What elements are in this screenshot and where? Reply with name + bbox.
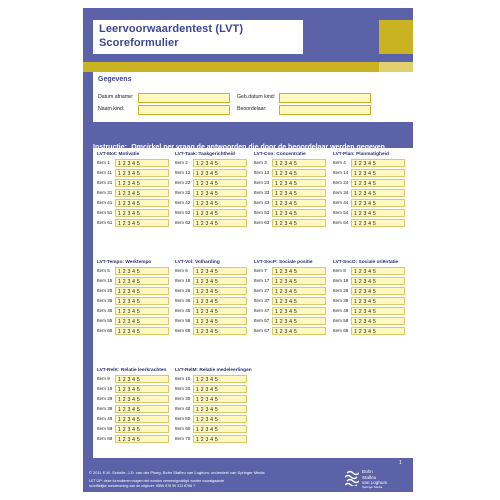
item-row — [97, 209, 175, 219]
score-options[interactable]: 1 2 3 4 5 — [272, 287, 326, 295]
item-label: Item 28 — [333, 288, 349, 293]
score-options[interactable]: 1 2 3 4 5 — [115, 189, 169, 197]
item-row — [175, 405, 253, 415]
item-row — [97, 297, 175, 307]
item-row — [175, 287, 253, 297]
score-options[interactable]: 1 2 3 4 5 — [272, 209, 326, 217]
score-options[interactable]: 1 2 3 4 5 — [351, 219, 405, 227]
item-label: Item 36 — [175, 298, 191, 303]
score-options[interactable]: 1 2 3 4 5 — [115, 267, 169, 275]
publisher-parent: Springer Media — [362, 485, 383, 489]
legal-line-1: LET OP: deze formulieren mogen niet worden vermenigvuldigd zonder voorafgaande — [89, 479, 225, 483]
legal-line-2: schriftelijke toestemming van de uitgever. ISBN 978 90 313 8768 7 — [89, 484, 196, 488]
item-label: Item 52 — [175, 210, 191, 215]
publisher-logo — [345, 468, 409, 490]
geb-datum-kind-field[interactable] — [279, 93, 371, 103]
section-title: LVT-Con: Concentratie — [254, 152, 306, 157]
item-row — [333, 159, 411, 169]
score-options[interactable]: 1 2 3 4 5 — [115, 307, 169, 315]
item-row — [254, 317, 332, 327]
item-label: Item 59 — [97, 426, 113, 431]
item-label: Item 67 — [254, 328, 270, 333]
section-title: LVT-Tempo: Werktempo — [97, 260, 152, 265]
legal-notice — [89, 479, 224, 489]
item-label: Item 53 — [254, 210, 270, 215]
item-label: Item 18 — [333, 278, 349, 283]
item-label: Item 16 — [175, 278, 191, 283]
item-label: Item 14 — [333, 170, 349, 175]
section-title: LVT-Vol: Volharding — [175, 260, 220, 265]
item-row — [97, 287, 175, 297]
item-label: Item 2 — [175, 160, 188, 165]
copyright-text: © 2011 E.M. Scholte, J.D. van der Ploeg, Bohn Stafleu van Loghum, onderdeel van Springer Media — [89, 470, 265, 475]
score-options[interactable]: 1 2 3 4 5 — [272, 189, 326, 197]
score-section — [254, 259, 332, 337]
title-box — [93, 20, 303, 54]
score-options[interactable]: 1 2 3 4 5 — [193, 287, 247, 295]
item-row — [175, 395, 253, 405]
score-options[interactable]: 1 2 3 4 5 — [272, 179, 326, 187]
item-row — [333, 179, 411, 189]
item-row — [97, 385, 175, 395]
geb-datum-kind-label: Geb.datum kind: — [237, 94, 276, 100]
item-label: Item 13 — [254, 170, 270, 175]
form-subtitle: Scoreformulier — [99, 37, 179, 49]
score-options[interactable]: 1 2 3 4 5 — [272, 277, 326, 285]
gold-accent-bar-light — [379, 62, 413, 72]
item-label: Item 49 — [97, 416, 113, 421]
item-row — [175, 267, 253, 277]
item-label: Item 19 — [97, 386, 113, 391]
gold-accent-block — [379, 20, 413, 54]
score-options[interactable]: 1 2 3 4 5 — [351, 307, 405, 315]
item-label: Item 44 — [333, 200, 349, 205]
item-label: Item 1 — [97, 160, 110, 165]
score-options[interactable]: 1 2 3 4 5 — [193, 385, 247, 393]
publisher-name-line-2: Stafleu — [362, 474, 377, 480]
section-title: LVT-Taak: Taakgerichtheid — [175, 152, 235, 157]
item-row — [97, 267, 175, 277]
score-options[interactable]: 1 2 3 4 5 — [115, 375, 169, 383]
item-row — [254, 297, 332, 307]
score-options[interactable]: 1 2 3 4 5 — [272, 219, 326, 227]
item-label: Item 20 — [175, 386, 191, 391]
item-label: Item 41 — [97, 200, 113, 205]
item-row — [175, 169, 253, 179]
score-options[interactable]: 1 2 3 4 5 — [351, 327, 405, 335]
score-options[interactable]: 1 2 3 4 5 — [115, 385, 169, 393]
item-row — [175, 199, 253, 209]
item-row — [333, 297, 411, 307]
item-row — [254, 219, 332, 229]
score-options[interactable]: 1 2 3 4 5 — [351, 159, 405, 167]
item-row — [333, 307, 411, 317]
score-options[interactable]: 1 2 3 4 5 — [272, 327, 326, 335]
score-options[interactable]: 1 2 3 4 5 — [193, 219, 247, 227]
item-label: Item 63 — [254, 220, 270, 225]
score-sheet — [93, 148, 413, 458]
item-label: Item 56 — [175, 318, 191, 323]
item-label: Item 69 — [97, 436, 113, 441]
item-row — [97, 425, 175, 435]
item-row — [333, 209, 411, 219]
item-row — [333, 189, 411, 199]
instruction-line — [93, 136, 413, 146]
item-label: Item 54 — [333, 210, 349, 215]
item-label: Item 7 — [254, 268, 267, 273]
item-row — [175, 425, 253, 435]
item-label: Item 4 — [333, 160, 346, 165]
section-title: LVT-Plan: Planmatigheid — [333, 152, 389, 157]
item-label: Item 12 — [175, 170, 191, 175]
score-section — [333, 151, 411, 229]
publisher-mark-icon — [345, 470, 359, 486]
item-row — [97, 317, 175, 327]
beoordelaar-label: Beoordelaar: — [237, 106, 267, 112]
score-options[interactable]: 1 2 3 4 5 — [115, 415, 169, 423]
section-title: LVT-RelK: Relatie leerkrachten — [97, 368, 167, 373]
item-row — [97, 435, 175, 445]
gold-accent-bar — [83, 62, 379, 72]
item-label: Item 27 — [254, 288, 270, 293]
score-form — [83, 8, 413, 492]
item-label: Item 51 — [97, 210, 113, 215]
score-options[interactable]: 1 2 3 4 5 — [115, 425, 169, 433]
item-row — [97, 169, 175, 179]
item-label: Item 48 — [333, 308, 349, 313]
gegevens-section — [93, 72, 413, 122]
gegevens-title: Gegevens — [98, 76, 132, 83]
publisher-name — [362, 469, 387, 486]
score-options[interactable]: 1 2 3 4 5 — [193, 209, 247, 217]
item-row — [254, 199, 332, 209]
item-label: Item 47 — [254, 308, 270, 313]
section-title: LVT-Mot: Motivatie — [97, 152, 140, 157]
item-row — [97, 199, 175, 209]
item-row — [254, 307, 332, 317]
section-title: LVT-SocP: Sociale positie — [254, 260, 313, 265]
score-options[interactable]: 1 2 3 4 5 — [115, 297, 169, 305]
item-label: Item 33 — [254, 190, 270, 195]
score-options[interactable]: 1 2 3 4 5 — [351, 169, 405, 177]
score-options[interactable]: 1 2 3 4 5 — [115, 277, 169, 285]
item-label: Item 45 — [97, 308, 113, 313]
item-row — [254, 327, 332, 337]
score-section — [254, 151, 332, 229]
item-row — [175, 277, 253, 287]
score-options[interactable]: 1 2 3 4 5 — [193, 435, 247, 443]
score-options[interactable]: 1 2 3 4 5 — [351, 199, 405, 207]
item-label: Item 70 — [175, 436, 191, 441]
item-row — [333, 267, 411, 277]
score-options[interactable]: 1 2 3 4 5 — [115, 405, 169, 413]
score-options[interactable]: 1 2 3 4 5 — [193, 169, 247, 177]
item-row — [175, 375, 253, 385]
item-label: Item 35 — [97, 298, 113, 303]
item-label: Item 29 — [97, 396, 113, 401]
beoordelaar-field[interactable] — [279, 105, 371, 115]
item-label: Item 39 — [97, 406, 113, 411]
item-label: Item 65 — [97, 328, 113, 333]
item-label: Item 61 — [97, 220, 113, 225]
score-options[interactable]: 1 2 3 4 5 — [193, 327, 247, 335]
item-row — [175, 179, 253, 189]
item-row — [97, 327, 175, 337]
item-row — [97, 395, 175, 405]
item-row — [254, 277, 332, 287]
score-options[interactable]: 1 2 3 4 5 — [272, 317, 326, 325]
item-row — [175, 189, 253, 199]
item-row — [175, 435, 253, 445]
score-options[interactable]: 1 2 3 4 5 — [115, 209, 169, 217]
item-row — [175, 327, 253, 337]
item-row — [175, 297, 253, 307]
item-row — [333, 277, 411, 287]
item-row — [97, 307, 175, 317]
score-options[interactable]: 1 2 3 4 5 — [272, 169, 326, 177]
item-label: Item 9 — [97, 376, 110, 381]
item-label: Item 8 — [333, 268, 346, 273]
item-row — [175, 415, 253, 425]
score-options[interactable]: 1 2 3 4 5 — [272, 159, 326, 167]
score-options[interactable]: 1 2 3 4 5 — [115, 219, 169, 227]
item-label: Item 30 — [175, 396, 191, 401]
score-section — [97, 151, 175, 229]
item-row — [254, 169, 332, 179]
score-options[interactable]: 1 2 3 4 5 — [115, 199, 169, 207]
item-row — [97, 179, 175, 189]
item-label: Item 15 — [97, 278, 113, 283]
item-label: Item 5 — [97, 268, 110, 273]
score-options[interactable]: 1 2 3 4 5 — [351, 189, 405, 197]
item-label: Item 21 — [97, 180, 113, 185]
item-label: Item 11 — [97, 170, 112, 175]
datum-afname-field[interactable] — [138, 93, 230, 103]
score-options[interactable]: 1 2 3 4 5 — [351, 267, 405, 275]
score-options[interactable]: 1 2 3 4 5 — [115, 169, 169, 177]
item-row — [175, 209, 253, 219]
score-options[interactable]: 1 2 3 4 5 — [193, 179, 247, 187]
item-label: Item 68 — [333, 328, 349, 333]
item-label: Item 22 — [175, 180, 191, 185]
item-label: Item 24 — [333, 180, 349, 185]
publisher-name-line-1: Bohn — [362, 469, 373, 474]
score-section — [175, 367, 253, 445]
score-options[interactable]: 1 2 3 4 5 — [115, 435, 169, 443]
score-options[interactable]: 1 2 3 4 5 — [351, 317, 405, 325]
item-label: Item 26 — [175, 288, 191, 293]
score-options[interactable]: 1 2 3 4 5 — [193, 375, 247, 383]
item-label: Item 62 — [175, 220, 191, 225]
score-options[interactable]: 1 2 3 4 5 — [272, 297, 326, 305]
item-row — [254, 267, 332, 277]
form-title: Leervoorwaardentest (LVT) — [99, 23, 244, 35]
item-label: Item 55 — [97, 318, 113, 323]
item-label: Item 32 — [175, 190, 191, 195]
score-options[interactable]: 1 2 3 4 5 — [193, 267, 247, 275]
item-row — [175, 159, 253, 169]
score-options[interactable]: 1 2 3 4 5 — [115, 327, 169, 335]
score-section — [175, 259, 253, 337]
item-row — [333, 169, 411, 179]
item-row — [175, 317, 253, 327]
score-options[interactable]: 1 2 3 4 5 — [115, 317, 169, 325]
item-row — [97, 405, 175, 415]
item-label: Item 64 — [333, 220, 349, 225]
item-row — [97, 219, 175, 229]
item-row — [175, 385, 253, 395]
item-label: Item 3 — [254, 160, 267, 165]
score-options[interactable]: 1 2 3 4 5 — [351, 297, 405, 305]
score-section — [97, 259, 175, 337]
item-row — [254, 189, 332, 199]
naam-kind-label: Naam kind: — [98, 106, 125, 112]
item-label: Item 58 — [333, 318, 349, 323]
score-options[interactable]: 1 2 3 4 5 — [193, 199, 247, 207]
item-label: Item 50 — [175, 416, 191, 421]
item-label: Item 43 — [254, 200, 270, 205]
item-label: Item 66 — [175, 328, 191, 333]
item-row — [254, 287, 332, 297]
item-row — [333, 327, 411, 337]
item-row — [97, 159, 175, 169]
item-label: Item 23 — [254, 180, 270, 185]
score-options[interactable]: 1 2 3 4 5 — [272, 307, 326, 315]
item-row — [254, 209, 332, 219]
item-label: Item 31 — [97, 190, 113, 195]
item-label: Item 10 — [175, 376, 191, 381]
item-label: Item 60 — [175, 426, 191, 431]
publisher-name-line-3: van Loghum — [362, 480, 388, 485]
score-options[interactable]: 1 2 3 4 5 — [115, 287, 169, 295]
item-row — [97, 189, 175, 199]
score-options[interactable]: 1 2 3 4 5 — [272, 199, 326, 207]
item-label: Item 34 — [333, 190, 349, 195]
score-section — [175, 151, 253, 229]
score-options[interactable]: 1 2 3 4 5 — [193, 307, 247, 315]
score-section — [97, 367, 175, 445]
score-options[interactable]: 1 2 3 4 5 — [115, 159, 169, 167]
item-row — [97, 277, 175, 287]
item-row — [333, 317, 411, 327]
item-label: Item 17 — [254, 278, 270, 283]
item-row — [175, 307, 253, 317]
item-label: Item 57 — [254, 318, 270, 323]
item-label: Item 6 — [175, 268, 188, 273]
score-options[interactable]: 1 2 3 4 5 — [193, 297, 247, 305]
score-options[interactable]: 1 2 3 4 5 — [115, 179, 169, 187]
item-row — [333, 287, 411, 297]
score-options[interactable]: 1 2 3 4 5 — [193, 405, 247, 413]
score-options[interactable]: 1 2 3 4 5 — [193, 395, 247, 403]
item-label: Item 46 — [175, 308, 191, 313]
item-row — [254, 159, 332, 169]
item-row — [175, 219, 253, 229]
item-label: Item 25 — [97, 288, 113, 293]
score-options[interactable]: 1 2 3 4 5 — [272, 267, 326, 275]
score-options[interactable]: 1 2 3 4 5 — [193, 159, 247, 167]
score-options[interactable]: 1 2 3 4 5 — [351, 287, 405, 295]
score-section — [333, 259, 411, 337]
score-options[interactable]: 1 2 3 4 5 — [115, 395, 169, 403]
item-label: Item 42 — [175, 200, 191, 205]
item-label: Item 40 — [175, 406, 191, 411]
datum-afname-label: Datum afname: — [98, 94, 134, 100]
item-row — [333, 199, 411, 209]
score-options[interactable]: 1 2 3 4 5 — [193, 277, 247, 285]
item-row — [97, 375, 175, 385]
score-options[interactable]: 1 2 3 4 5 — [193, 415, 247, 423]
score-options[interactable]: 1 2 3 4 5 — [193, 189, 247, 197]
item-row — [97, 415, 175, 425]
score-options[interactable]: 1 2 3 4 5 — [351, 179, 405, 187]
score-options[interactable]: 1 2 3 4 5 — [351, 277, 405, 285]
section-title: LVT-RelM: Relatie medeleerlingen — [175, 368, 252, 373]
score-options[interactable]: 1 2 3 4 5 — [193, 425, 247, 433]
item-label: Item 37 — [254, 298, 270, 303]
item-row — [333, 219, 411, 229]
score-options[interactable]: 1 2 3 4 5 — [193, 317, 247, 325]
page-number: 1 — [399, 460, 402, 466]
section-title: LVT-SocO: Sociale oriëntatie — [333, 260, 399, 265]
item-row — [254, 179, 332, 189]
naam-kind-field[interactable] — [138, 105, 230, 115]
score-options[interactable]: 1 2 3 4 5 — [351, 209, 405, 217]
item-label: Item 38 — [333, 298, 349, 303]
